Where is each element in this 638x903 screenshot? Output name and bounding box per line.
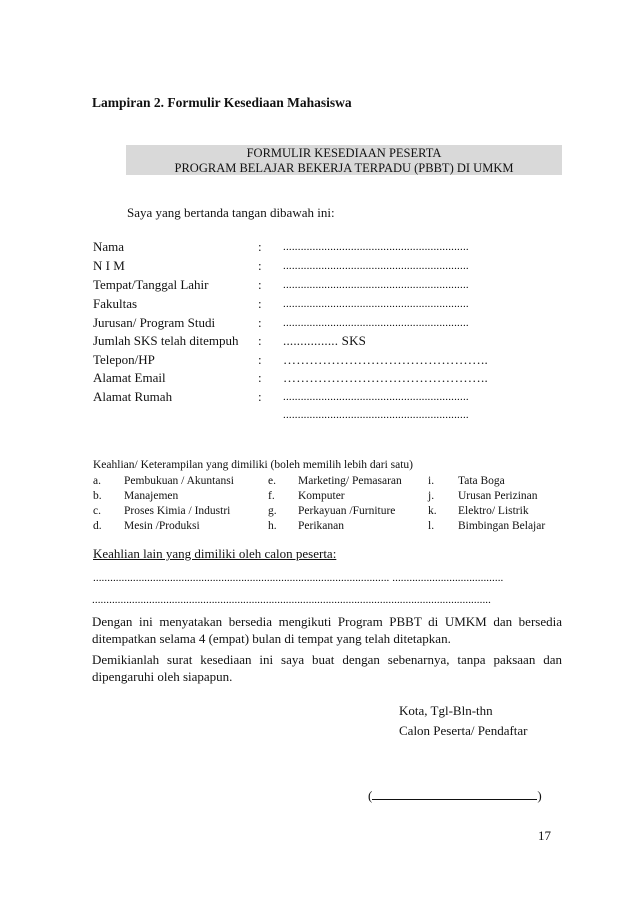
skill-option-label: Mesin /Produksi	[124, 520, 200, 532]
field-colon: :	[258, 239, 262, 254]
skills-title: Keahlian/ Keterampilan yang dimiliki (boleh memilih lebih dari satu)	[93, 459, 413, 471]
skill-option-letter: c.	[93, 505, 101, 517]
intro-text: Saya yang bertanda tangan dibawah ini:	[127, 205, 335, 220]
field-colon: :	[258, 333, 262, 348]
skill-option-letter: a.	[93, 475, 101, 487]
paren-open: (	[368, 788, 373, 803]
field-label: Telepon/HP	[93, 352, 155, 367]
form-header-box	[126, 145, 562, 175]
skill-option-label: Manajemen	[124, 490, 179, 502]
skill-option-label: Tata Boga	[458, 475, 505, 487]
signature-line	[368, 787, 542, 804]
signer-role: Calon Peserta/ Pendaftar	[399, 723, 528, 738]
field-value: ...............................................................	[283, 298, 469, 310]
field-colon: :	[258, 389, 262, 404]
statement-paragraph-2: Demikianlah surat kesediaan ini saya buat dengan sebenarnya, tanpa paksaan dan dipengaruhi oleh siapapun.	[92, 652, 562, 684]
skill-option-letter: l.	[428, 520, 435, 532]
field-colon: :	[258, 258, 262, 273]
field-value: ................ SKS	[283, 333, 367, 348]
skill-option-letter: k.	[428, 505, 437, 517]
field-colon: :	[258, 277, 262, 292]
field-value: ...............................................................	[283, 279, 469, 291]
form-header-line2: PROGRAM BELAJAR BEKERJA TERPADU (PBBT) DI UMKM	[174, 160, 514, 175]
field-value: ...............................................................	[283, 260, 469, 272]
field-colon: :	[258, 352, 262, 367]
field-colon: :	[258, 296, 262, 311]
skill-option-label: Komputer	[298, 490, 345, 502]
skill-option-label: Proses Kimia / Industri	[124, 505, 231, 517]
skill-option-label: Perikanan	[298, 520, 344, 532]
field-label: Fakultas	[93, 296, 138, 311]
other-skills-line-1: ........................................................................................................ .......................................	[93, 572, 504, 584]
statement-paragraph-1: Dengan ini menyatakan bersedia mengikuti Program PBBT di UMKM dan bersedia ditempatkan selama 4 (empat) bulan di tempat yang telah ditetapkan.	[92, 614, 562, 646]
field-value: ………………………………………..	[283, 352, 488, 367]
field-value: ...............................................................	[283, 241, 469, 253]
field-colon: :	[258, 370, 262, 385]
skill-option-letter: e.	[268, 475, 276, 487]
field-colon: :	[258, 315, 262, 330]
form-header-line1: FORMULIR KESEDIAAN PESERTA	[246, 146, 442, 160]
place-date: Kota, Tgl-Bln-thn	[399, 703, 493, 718]
skill-option-letter: d.	[93, 520, 102, 532]
field-label: Alamat Rumah	[93, 389, 173, 404]
field-label: N I M	[93, 258, 125, 273]
skill-option-label: Urusan Perizinan	[458, 490, 538, 502]
field-label: Jumlah SKS telah ditempuh	[93, 333, 239, 348]
skill-option-letter: f.	[268, 490, 275, 502]
field-label: Alamat Email	[93, 370, 166, 385]
field-label: Nama	[93, 239, 125, 254]
skill-option-letter: g.	[268, 505, 277, 517]
skill-option-letter: i.	[428, 475, 435, 487]
field-label: Jurusan/ Program Studi	[93, 315, 216, 330]
field-value: ...............................................................	[283, 317, 469, 329]
field-value: ...............................................................	[283, 391, 469, 403]
skill-option-letter: j.	[428, 490, 435, 502]
field-value-continued: ...............................................................	[283, 409, 469, 421]
other-skills-line-2: ............................................................................................................................................	[92, 594, 491, 606]
skill-option-label: Bimbingan Belajar	[458, 520, 546, 532]
skill-option-letter: b.	[93, 490, 102, 502]
skill-option-letter: h.	[268, 520, 277, 532]
field-value: ………………………………………..	[283, 370, 488, 385]
paren-close: )	[537, 788, 542, 803]
appendix-title: Lampiran 2. Formulir Kesediaan Mahasiswa	[92, 95, 352, 110]
signature-blank	[372, 787, 537, 800]
page-number: 17	[538, 828, 551, 843]
skill-option-label: Marketing/ Pemasaran	[298, 475, 402, 487]
skill-option-label: Elektro/ Listrik	[458, 505, 529, 517]
skill-option-label: Pembukuan / Akuntansi	[124, 475, 234, 487]
other-skills-label: Keahlian lain yang dimiliki oleh calon peserta:	[93, 546, 337, 561]
skill-option-label: Perkayuan /Furniture	[298, 505, 396, 517]
field-label: Tempat/Tanggal Lahir	[93, 277, 209, 292]
